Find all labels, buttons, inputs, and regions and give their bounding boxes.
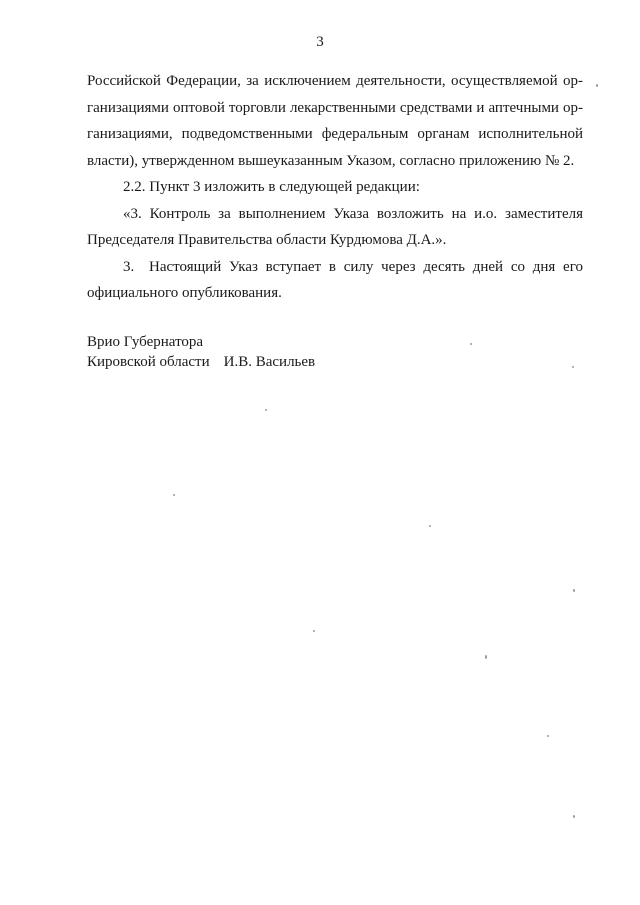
scan-speck bbox=[573, 815, 575, 818]
scan-speck bbox=[547, 735, 549, 737]
paragraph-quoted-item-3 bbox=[87, 201, 583, 254]
text-line: 2.2. Пункт 3 изложить в следующей редакции: bbox=[123, 179, 420, 195]
scan-speck bbox=[573, 589, 575, 592]
signature-block bbox=[87, 332, 315, 372]
paragraph-item-3 bbox=[87, 254, 583, 307]
text-line: «3. Контроль за выполнением Указа возложить на и.о. заместителя bbox=[123, 205, 583, 222]
signatory-region: Кировской области bbox=[87, 354, 210, 370]
item-text: Настоящий Указ вступает в силу через десять дней со дня его bbox=[149, 258, 583, 275]
text-line: власти), утвержденном вышеуказанным Указом, согласно приложению № 2. bbox=[87, 152, 575, 169]
text-line: ганизациями, подведомственными федеральным органам исполнительной bbox=[87, 126, 583, 142]
scan-speck bbox=[596, 84, 598, 87]
document-body bbox=[87, 68, 583, 307]
text-line: Председателя Правительства области Курдюмова Д.А.». bbox=[87, 232, 447, 248]
scan-speck bbox=[173, 494, 175, 496]
scan-speck bbox=[470, 343, 472, 345]
scan-speck bbox=[265, 409, 267, 411]
signatory-position: Врио Губернатора bbox=[87, 334, 204, 350]
signatory-line bbox=[87, 352, 315, 372]
scan-speck bbox=[572, 366, 574, 368]
text-line: Российской Федерации, за исключением деятельности, осуществляемой ор- bbox=[87, 73, 583, 89]
signatory-name: И.В. Васильев bbox=[223, 354, 316, 370]
page-number: 3 bbox=[316, 34, 324, 50]
paragraph-continuation bbox=[87, 68, 583, 174]
item-number: 3. bbox=[123, 258, 135, 275]
text-line: ганизациями оптовой торговли лекарственными средствами и аптечными ор- bbox=[87, 99, 583, 116]
scan-speck bbox=[485, 655, 487, 659]
scan-speck bbox=[313, 630, 315, 632]
text-line: официального опубликования. bbox=[87, 285, 282, 301]
paragraph-item-2-2 bbox=[87, 174, 583, 201]
text-line bbox=[87, 254, 583, 281]
scan-speck bbox=[429, 525, 431, 527]
